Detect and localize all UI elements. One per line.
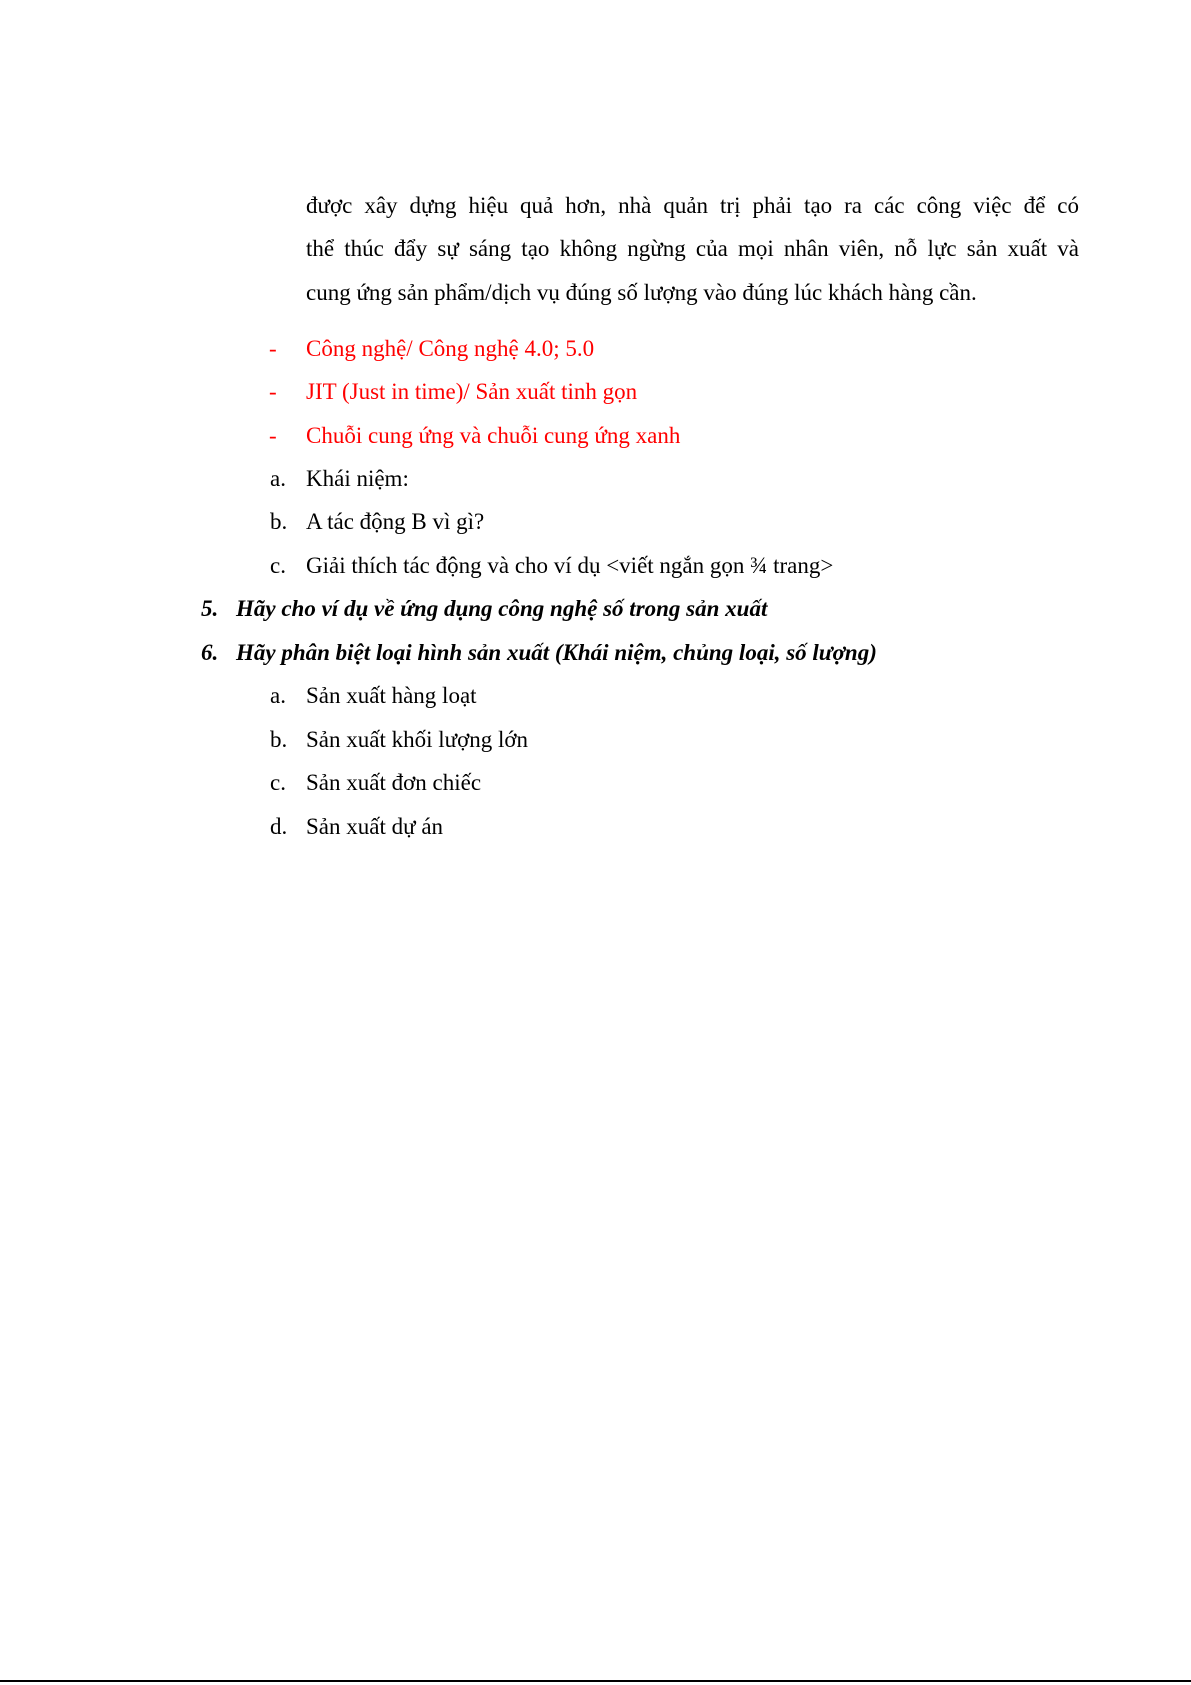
list2-marker-d: d. xyxy=(270,814,288,839)
dash-item-technology: Công nghệ/ Công nghệ 4.0; 5.0 xyxy=(306,336,595,361)
list1-item-concept: Khái niệm: xyxy=(306,466,409,491)
question-6: Hãy phân biệt loại hình sản xuất (Khái niệm, chủng loại, số lượng) xyxy=(236,640,877,665)
dash-marker-1: - xyxy=(269,336,277,361)
list2-marker-a: a. xyxy=(270,683,286,708)
list2-item-large-volume: Sản xuất khối lượng lớn xyxy=(306,727,529,752)
dash-item-supply-chain: Chuỗi cung ứng và chuỗi cung ứng xanh xyxy=(306,423,681,448)
list2-marker-b: b. xyxy=(270,727,288,752)
dash-marker-3: - xyxy=(269,423,277,448)
question-number-5: 5. xyxy=(201,596,219,621)
list1-marker-b: b. xyxy=(270,509,288,534)
list2-item-single-unit: Sản xuất đơn chiếc xyxy=(306,770,482,795)
dash-item-jit: JIT (Just in time)/ Sản xuất tinh gọn xyxy=(306,379,638,404)
question-5: Hãy cho ví dụ về ứng dụng công nghệ số trong sản xuất xyxy=(236,596,768,621)
list2-item-mass-production: Sản xuất hàng loạt xyxy=(306,683,477,708)
list1-marker-c: c. xyxy=(270,553,286,578)
list2-marker-c: c. xyxy=(270,770,286,795)
question-number-6: 6. xyxy=(201,640,219,665)
list1-marker-a: a. xyxy=(270,466,286,491)
list1-item-impact: A tác động B vì gì? xyxy=(306,509,485,534)
list1-item-explain: Giải thích tác động và cho ví dụ <viết ngắn gọn ¾ trang> xyxy=(306,553,834,578)
list2-item-project: Sản xuất dự án xyxy=(306,814,444,839)
paragraph-line-2: thể thúc đẩy sự sáng tạo không ngừng của mọi nhân viên, nỗ lực sản xuất và xyxy=(306,236,1079,261)
paragraph-line-1: được xây dựng hiệu quả hơn, nhà quản trị phải tạo ra các công việc để có xyxy=(306,193,1079,218)
paragraph-line-3: cung ứng sản phẩm/dịch vụ đúng số lượng vào đúng lúc khách hàng cần. xyxy=(306,280,977,305)
dash-marker-2: - xyxy=(269,379,277,404)
footer-rule xyxy=(0,1680,1191,1682)
